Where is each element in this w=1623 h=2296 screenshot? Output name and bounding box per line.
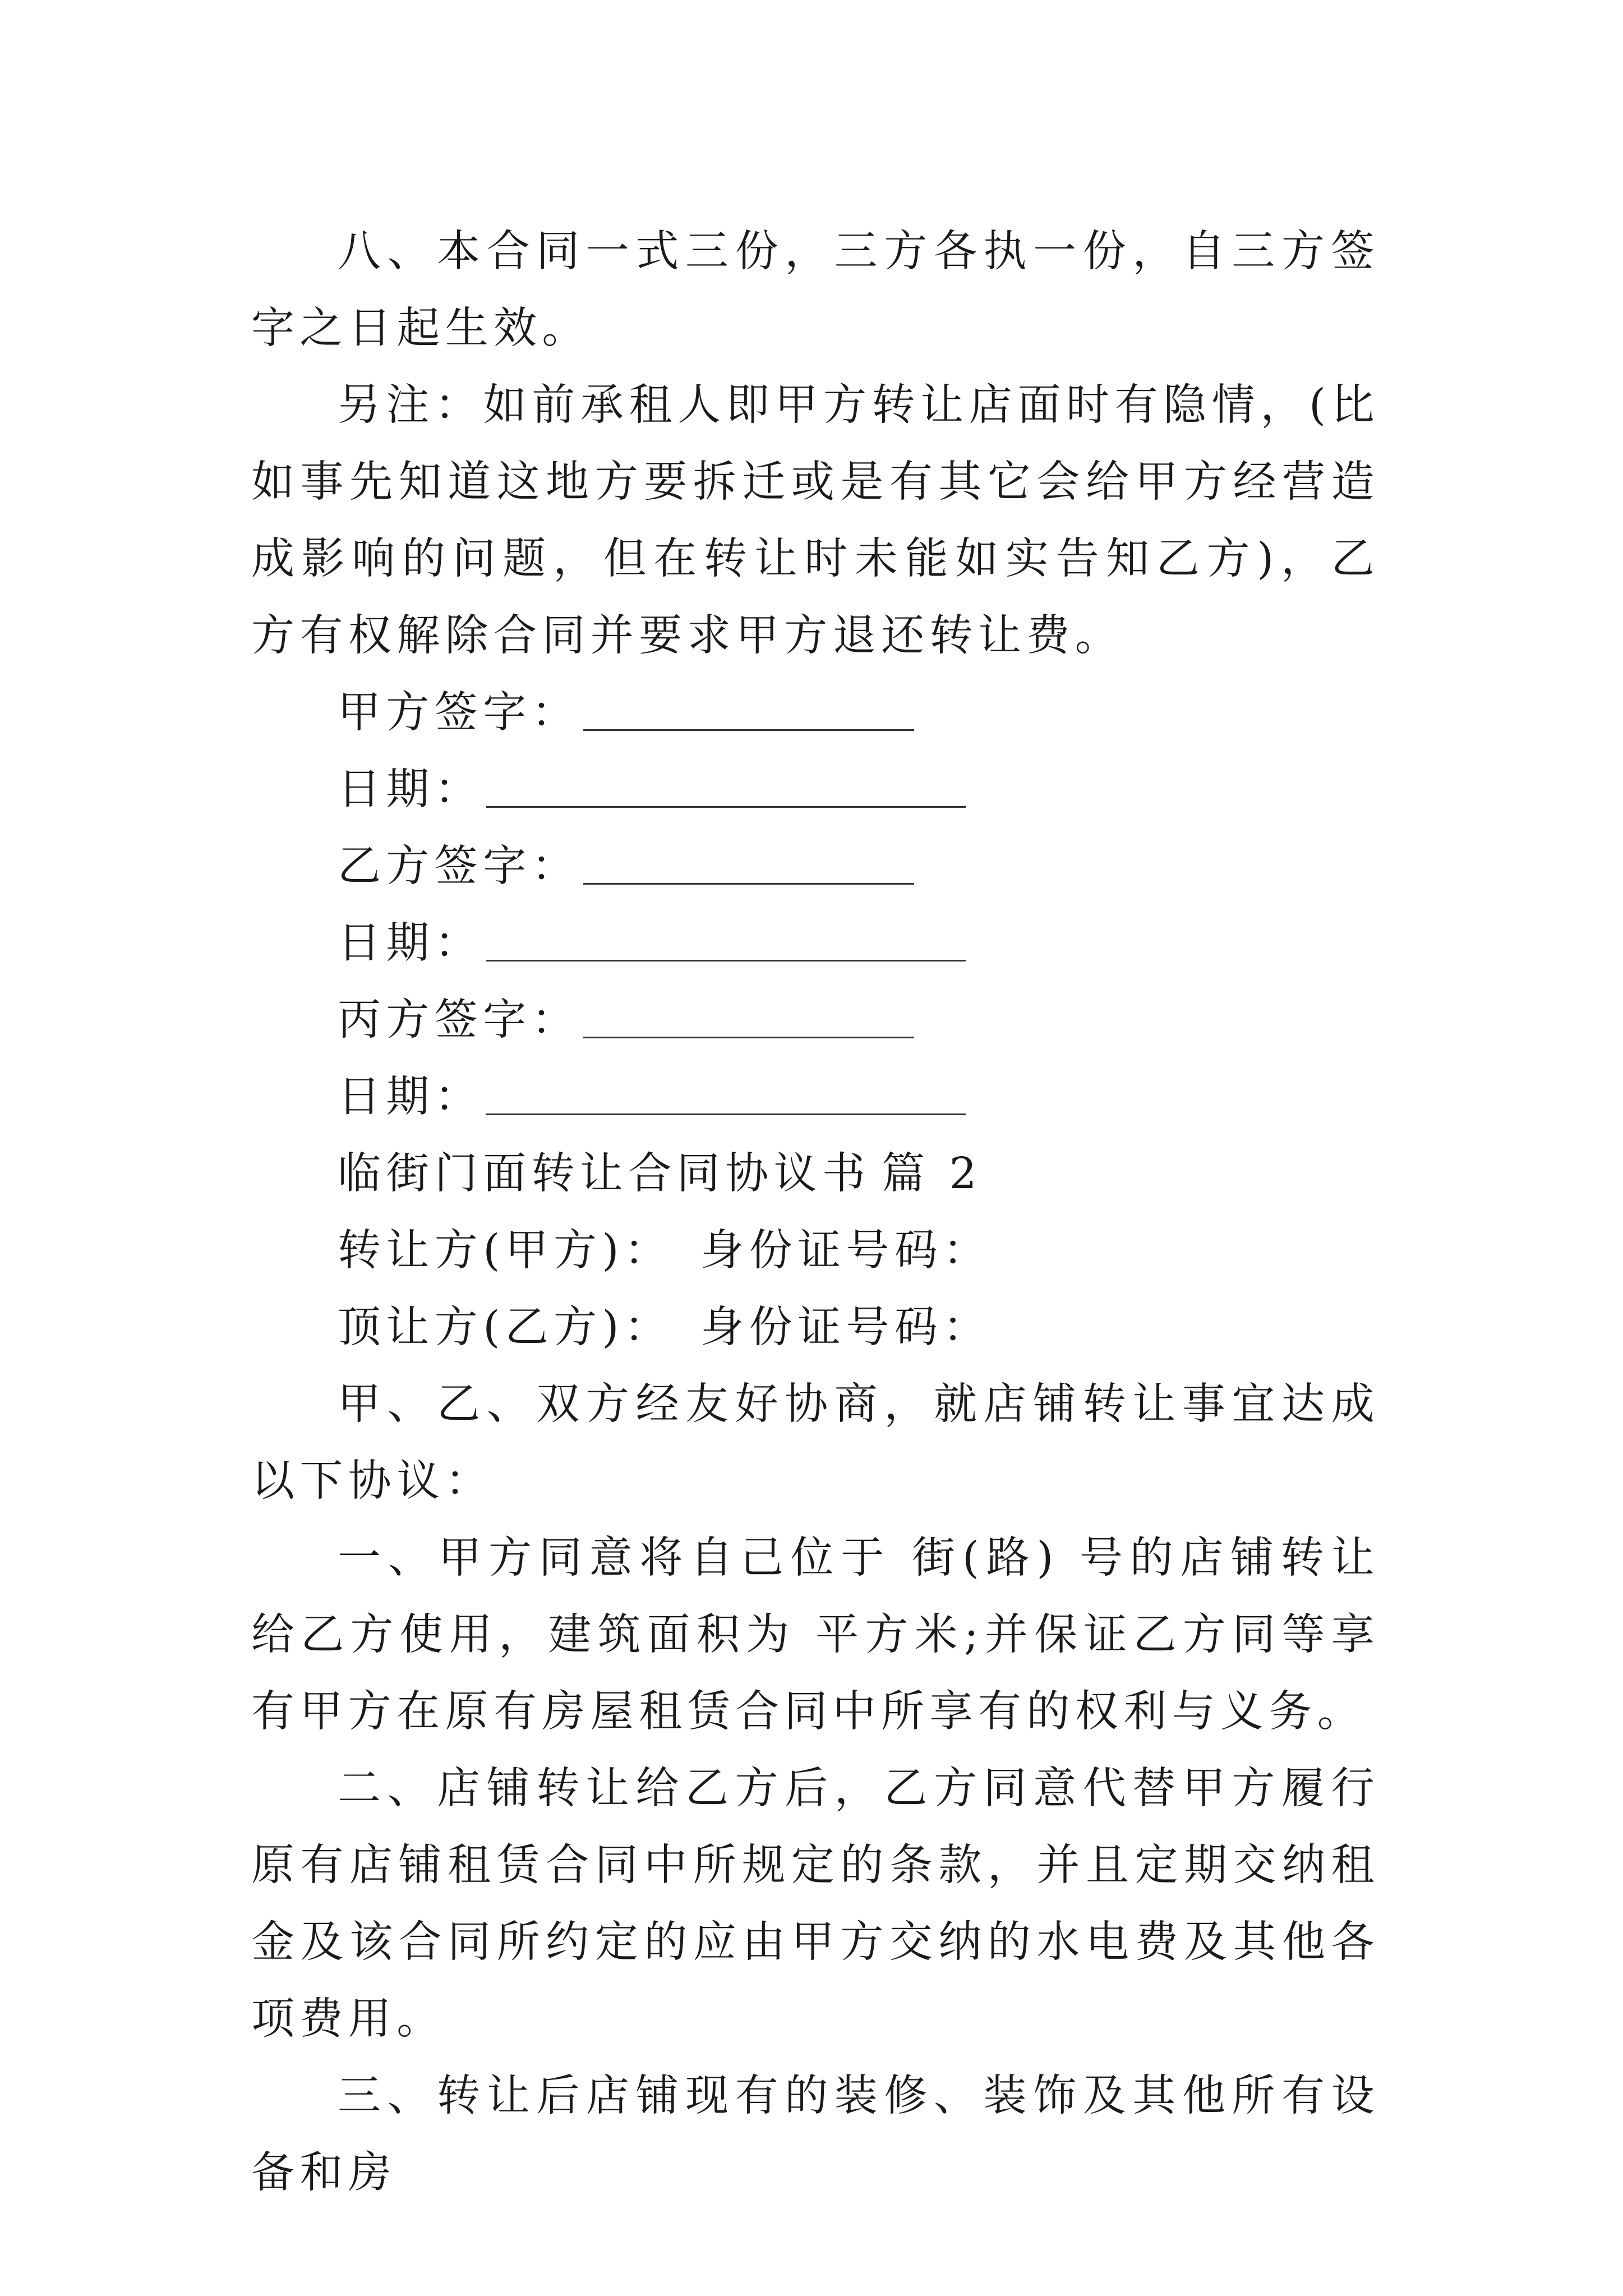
party-role: 顶让方(乙方)： bbox=[338, 1303, 673, 1352]
clause-eight: 八、本合同一式三份，三方各执一份，自三方签字之日起生效。 bbox=[251, 227, 1380, 353]
signature-label: 乙方签字： bbox=[338, 841, 580, 891]
date-label: 日期： bbox=[338, 918, 483, 968]
clause-two: 二、店铺转让给乙方后，乙方同意代替甲方履行原有店铺租赁合同中所规定的条款，并且定期交纳租金及该合同所约定的应由甲方交纳的水电费及其他各项费用。 bbox=[251, 1764, 1380, 2044]
date-blank[interactable] bbox=[486, 925, 966, 961]
date-blank[interactable] bbox=[486, 1079, 966, 1115]
date-label: 日期： bbox=[338, 1072, 483, 1122]
signature-blank[interactable] bbox=[583, 694, 914, 731]
date-party-a bbox=[251, 751, 1380, 828]
date-label: 日期： bbox=[338, 765, 483, 815]
signature-party-b bbox=[251, 828, 1380, 905]
document-page bbox=[251, 213, 1380, 2211]
section-number: 篇 2 bbox=[882, 1149, 983, 1199]
date-party-c bbox=[251, 1059, 1380, 1135]
party-transferee bbox=[251, 1289, 1380, 1366]
clause-one: 一、甲方同意将自己位于 街(路) 号的店铺转让给乙方使用，建筑面积为 平方米;并保证乙方同等享有甲方在原有房屋租赁合同中所享有的权利与义务。 bbox=[251, 1533, 1380, 1737]
date-party-b bbox=[251, 905, 1380, 982]
signature-label: 丙方签字： bbox=[338, 995, 580, 1045]
signature-blank[interactable] bbox=[583, 1002, 914, 1038]
additional-note: 另注：如前承租人即甲方转让店面时有隐情，(比如事先知道这地方要拆迁或是有其它会给甲方经营造成影响的问题，但在转让时未能如实告知乙方)，乙方有权解除合同并要求甲方退还转让费。 bbox=[251, 380, 1380, 661]
id-number-label: 身份证号码： bbox=[700, 1303, 992, 1352]
signature-party-a bbox=[251, 674, 1380, 751]
id-number-label: 身份证号码： bbox=[700, 1226, 992, 1276]
date-blank[interactable] bbox=[486, 771, 966, 808]
agreement-intro: 甲、乙、双方经友好协商，就店铺转让事宜达成以下协议： bbox=[251, 1379, 1380, 1506]
signature-party-c bbox=[251, 982, 1380, 1059]
section-heading bbox=[251, 1135, 1380, 1212]
party-transferor bbox=[251, 1212, 1380, 1289]
party-role: 转让方(甲方)： bbox=[338, 1226, 673, 1276]
clause-three: 三、转让后店铺现有的装修、装饰及其他所有设备和房 bbox=[251, 2071, 1380, 2198]
section-title: 临街门面转让合同协议书 bbox=[338, 1149, 871, 1199]
signature-label: 甲方签字： bbox=[338, 688, 580, 738]
signature-blank[interactable] bbox=[583, 848, 914, 885]
